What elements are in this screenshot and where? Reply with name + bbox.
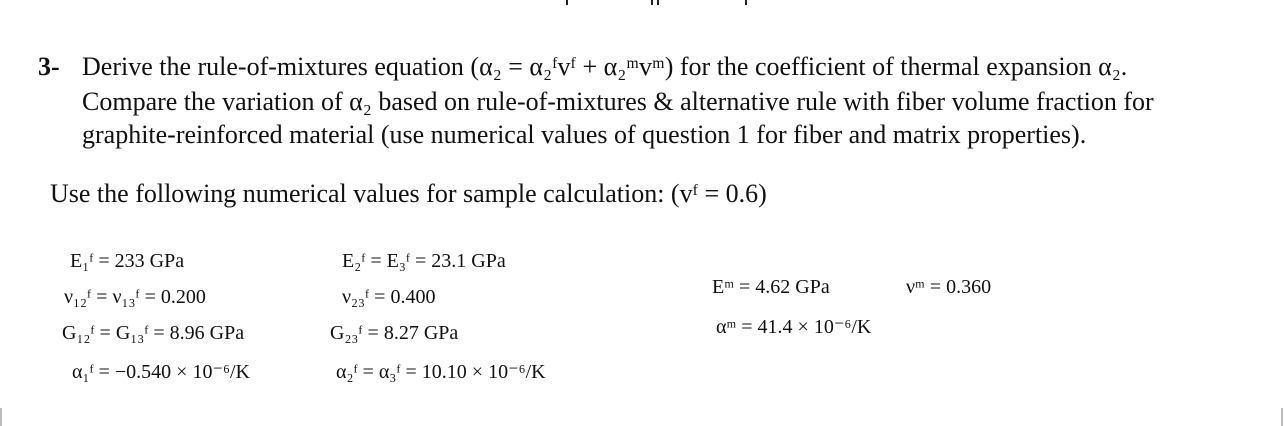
top-edge-mark <box>745 0 747 5</box>
question-number: 3- <box>38 52 60 81</box>
right-edge-mark <box>1281 408 1283 426</box>
fiber-E1: E₁ᶠ = 233 GPa <box>70 250 185 272</box>
matrix-nu: νᵐ = 0.360 <box>906 276 992 298</box>
fiber-G12-G13: G₁₂ᶠ = G₁₃ᶠ = 8.96 GPa <box>62 322 245 344</box>
fiber-nu12-nu13: ν₁₂ᶠ = ν₁₃ᶠ = 0.200 <box>64 286 206 308</box>
fiber-G23: G₂₃ᶠ = 8.27 GPa <box>330 322 459 344</box>
top-edge-mark <box>651 0 653 5</box>
fiber-alpha2-alpha3: α₂ᶠ = α₃ᶠ = 10.10 × 10⁻⁶/K <box>336 361 546 383</box>
question-line-1: Derive the rule-of-mixtures equation (α₂ = α₂ᶠvᶠ + α₂ᵐvᵐ) for the coefficient of thermal expansion α₂. <box>82 52 1128 81</box>
left-edge-mark <box>0 408 2 426</box>
sample-calculation-note: Use the following numerical values for sample calculation: (vᶠ = 0.6) <box>50 179 767 208</box>
question-line-3: graphite-reinforced material (use numerical values of question 1 for fiber and matrix properties). <box>82 120 1087 149</box>
fiber-E2-E3: E₂ᶠ = E₃ᶠ = 23.1 GPa <box>342 250 506 272</box>
top-edge-mark <box>657 0 659 5</box>
matrix-alpha: αᵐ = 41.4 × 10⁻⁶/K <box>716 316 872 338</box>
fiber-nu23: ν₂₃ᶠ = 0.400 <box>342 286 436 308</box>
question-line-2: Compare the variation of α₂ based on rule-of-mixtures & alternative rule with fiber volume fraction for <box>82 87 1154 116</box>
top-edge-mark <box>566 0 568 5</box>
matrix-E: Eᵐ = 4.62 GPa <box>712 276 830 298</box>
fiber-alpha1: α₁ᶠ = −0.540 × 10⁻⁶/K <box>72 361 250 383</box>
